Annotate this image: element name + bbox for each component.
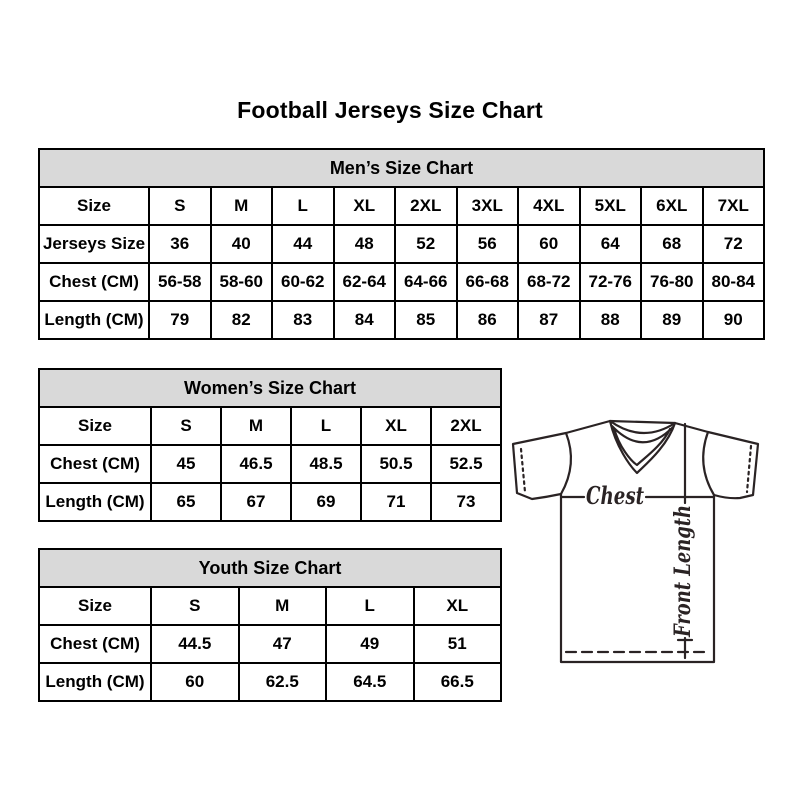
- men-row-label: Size: [39, 187, 149, 225]
- womens-table-caption-row: [39, 369, 501, 407]
- sleeve-stitch-right: [747, 446, 751, 492]
- youth-table-row: [39, 663, 501, 701]
- youth-value-cell: L: [326, 587, 414, 625]
- men-value-cell: 68-72: [518, 263, 580, 301]
- men-value-cell: 76-80: [641, 263, 703, 301]
- men-value-cell: 2XL: [395, 187, 457, 225]
- men-value-cell: 87: [518, 301, 580, 339]
- men-value-cell: 64: [580, 225, 642, 263]
- youth-table-row: [39, 625, 501, 663]
- men-value-cell: 64-66: [395, 263, 457, 301]
- women-value-cell: 45: [151, 445, 221, 483]
- youth-table-title: Youth Size Chart: [39, 549, 501, 587]
- men-value-cell: 88: [580, 301, 642, 339]
- men-value-cell: 7XL: [703, 187, 765, 225]
- youth-table-row: [39, 587, 501, 625]
- women-value-cell: 69: [291, 483, 361, 521]
- men-value-cell: 5XL: [580, 187, 642, 225]
- youth-value-cell: 66.5: [414, 663, 502, 701]
- men-table-row: [39, 225, 764, 263]
- men-row-label: Jerseys Size: [39, 225, 149, 263]
- men-value-cell: 84: [334, 301, 396, 339]
- men-value-cell: 72-76: [580, 263, 642, 301]
- youth-value-cell: 62.5: [239, 663, 327, 701]
- youth-value-cell: 60: [151, 663, 239, 701]
- men-value-cell: 60-62: [272, 263, 334, 301]
- men-value-cell: L: [272, 187, 334, 225]
- jersey-armhole-seam-left: [561, 433, 571, 494]
- womens-size-table: [38, 368, 502, 522]
- women-value-cell: S: [151, 407, 221, 445]
- youth-value-cell: 47: [239, 625, 327, 663]
- men-value-cell: 40: [211, 225, 273, 263]
- men-row-label: Length (CM): [39, 301, 149, 339]
- front-length-measure-label: Front Length: [670, 474, 696, 637]
- men-value-cell: 56-58: [149, 263, 211, 301]
- women-table-row: [39, 445, 501, 483]
- women-table-row: [39, 483, 501, 521]
- jersey-armhole-seam-right: [703, 432, 714, 495]
- men-table-row: [39, 187, 764, 225]
- womens-table-head: [39, 369, 501, 407]
- youth-value-cell: S: [151, 587, 239, 625]
- men-value-cell: 68: [641, 225, 703, 263]
- men-value-cell: 52: [395, 225, 457, 263]
- mens-size-table: [38, 148, 765, 340]
- jersey-outline-shape: [513, 421, 758, 662]
- men-value-cell: 56: [457, 225, 519, 263]
- women-row-label: Size: [39, 407, 151, 445]
- women-value-cell: 71: [361, 483, 431, 521]
- mens-table-caption-row: [39, 149, 764, 187]
- men-value-cell: 83: [272, 301, 334, 339]
- women-value-cell: M: [221, 407, 291, 445]
- men-value-cell: 86: [457, 301, 519, 339]
- youth-table-caption-row: [39, 549, 501, 587]
- youth-value-cell: 44.5: [151, 625, 239, 663]
- men-table-row: [39, 301, 764, 339]
- youth-table-body: [39, 587, 501, 701]
- youth-row-label: Length (CM): [39, 663, 151, 701]
- women-value-cell: 67: [221, 483, 291, 521]
- womens-table-body: [39, 407, 501, 521]
- youth-row-label: Chest (CM): [39, 625, 151, 663]
- men-value-cell: 44: [272, 225, 334, 263]
- mens-table-body: [39, 187, 764, 339]
- youth-value-cell: 51: [414, 625, 502, 663]
- youth-value-cell: 49: [326, 625, 414, 663]
- men-value-cell: S: [149, 187, 211, 225]
- men-value-cell: 36: [149, 225, 211, 263]
- youth-value-cell: M: [239, 587, 327, 625]
- women-value-cell: 2XL: [431, 407, 501, 445]
- women-value-cell: 50.5: [361, 445, 431, 483]
- youth-row-label: Size: [39, 587, 151, 625]
- women-table-row: [39, 407, 501, 445]
- men-value-cell: 72: [703, 225, 765, 263]
- youth-value-cell: XL: [414, 587, 502, 625]
- mens-table-head: [39, 149, 764, 187]
- women-value-cell: 52.5: [431, 445, 501, 483]
- women-row-label: Length (CM): [39, 483, 151, 521]
- men-value-cell: 89: [641, 301, 703, 339]
- women-value-cell: 65: [151, 483, 221, 521]
- womens-table-title: Women’s Size Chart: [39, 369, 501, 407]
- jersey-measurement-diagram: [500, 402, 780, 692]
- men-value-cell: 79: [149, 301, 211, 339]
- men-row-label: Chest (CM): [39, 263, 149, 301]
- men-value-cell: 60: [518, 225, 580, 263]
- women-value-cell: 48.5: [291, 445, 361, 483]
- sleeve-stitch-left: [521, 449, 525, 492]
- men-value-cell: 4XL: [518, 187, 580, 225]
- men-value-cell: 6XL: [641, 187, 703, 225]
- men-value-cell: XL: [334, 187, 396, 225]
- men-table-row: [39, 263, 764, 301]
- youth-size-table: [38, 548, 502, 702]
- youth-value-cell: 64.5: [326, 663, 414, 701]
- women-value-cell: 46.5: [221, 445, 291, 483]
- women-row-label: Chest (CM): [39, 445, 151, 483]
- chest-measure-label: Chest: [586, 481, 644, 510]
- men-value-cell: 48: [334, 225, 396, 263]
- men-value-cell: 66-68: [457, 263, 519, 301]
- men-value-cell: 80-84: [703, 263, 765, 301]
- mens-table-title: Men’s Size Chart: [39, 149, 764, 187]
- youth-table-head: [39, 549, 501, 587]
- men-value-cell: 90: [703, 301, 765, 339]
- jersey-collar: [610, 421, 675, 473]
- men-value-cell: 3XL: [457, 187, 519, 225]
- men-value-cell: 62-64: [334, 263, 396, 301]
- men-value-cell: 85: [395, 301, 457, 339]
- women-value-cell: L: [291, 407, 361, 445]
- women-value-cell: 73: [431, 483, 501, 521]
- men-value-cell: 58-60: [211, 263, 273, 301]
- men-value-cell: 82: [211, 301, 273, 339]
- page-title: Football Jerseys Size Chart: [237, 97, 543, 123]
- women-value-cell: XL: [361, 407, 431, 445]
- men-value-cell: M: [211, 187, 273, 225]
